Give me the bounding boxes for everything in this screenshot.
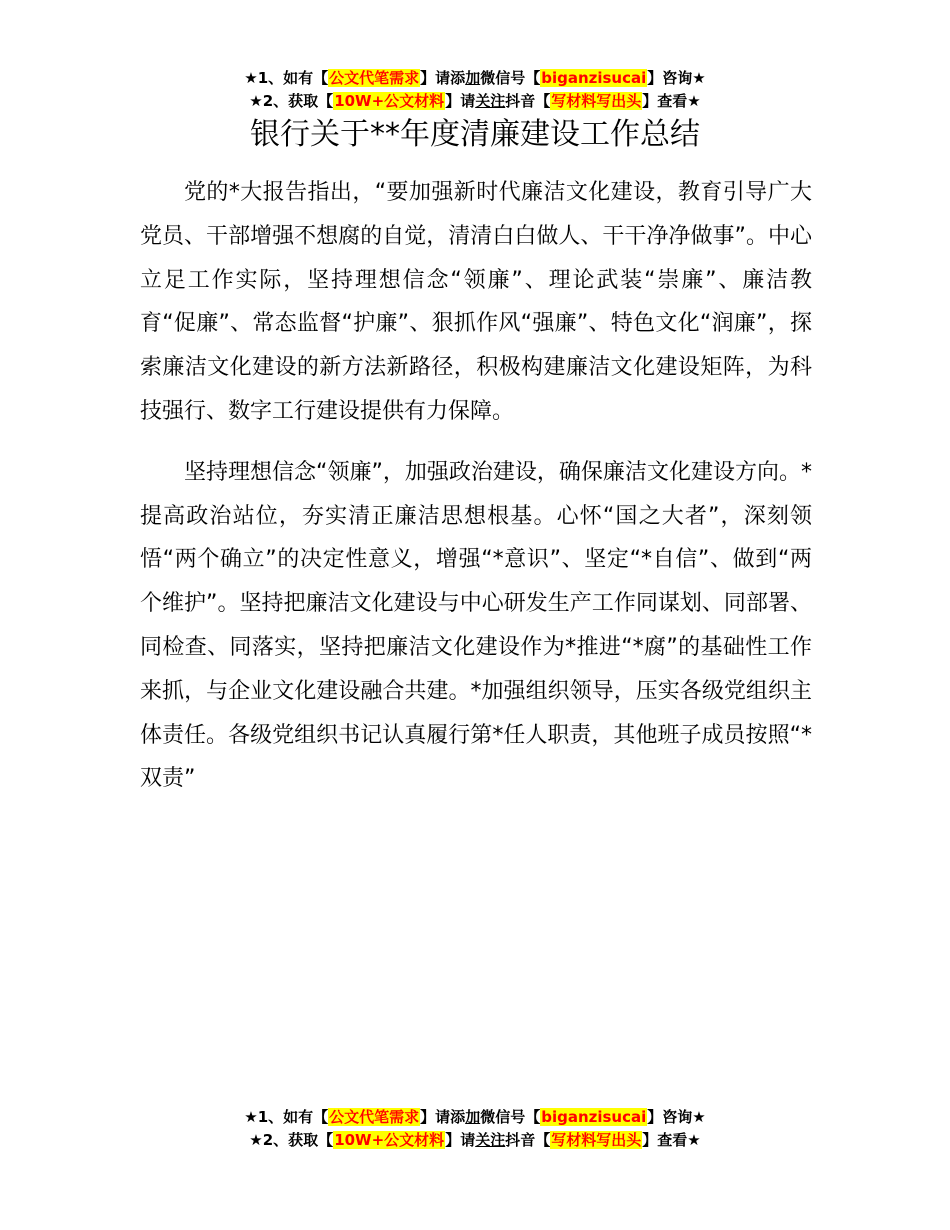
banner-text: ★2、获取【: [249, 92, 334, 110]
banner-highlight: 公文代笔需求: [329, 1108, 420, 1126]
banner-text: 】咨询★: [647, 1108, 706, 1126]
banner-highlight: 写材料写出头: [551, 1131, 642, 1149]
banner-text: 微信号【: [480, 1108, 541, 1126]
footer-banner: [0, 1106, 950, 1152]
banner-highlight: biganzisucai: [541, 1108, 647, 1126]
banner-underlined-text: 加: [465, 1108, 481, 1126]
banner-text: 微信号【: [480, 69, 541, 87]
banner-line-1: [0, 67, 950, 90]
banner-line-2: [0, 1129, 950, 1152]
banner-underlined-text: 加: [465, 69, 481, 87]
banner-text: 】请: [445, 1131, 476, 1149]
document-title: 银行关于**年度清廉建设工作总结: [250, 117, 700, 152]
banner-text: 】查看★: [642, 1131, 701, 1149]
banner-line-2: [0, 90, 950, 113]
banner-highlight: 10W+公文材料: [334, 92, 445, 110]
banner-text: 】查看★: [642, 92, 701, 110]
banner-line-1: [0, 1106, 950, 1129]
body-paragraph-1: 党的*大报告指出，“要加强新时代廉洁文化建设，教育引导广大党员、干部增强不想腐的自觉，清清白白做人、干干净净做事”。中心立足工作实际，坚持理想信念“领廉”、理论武装“崇廉”、廉洁教育“促廉”、常态监督“护廉”、狠抓作风“强廉”、特色文化“润廉”，探索廉洁文化建设的新方法新路径，积极构建廉洁文化建设矩阵，为科技强行、数字工行建设提供有力保障。: [140, 180, 812, 424]
banner-text: 抖音【: [505, 92, 551, 110]
banner-text: ★1、如有【: [244, 69, 329, 87]
document-body: [140, 171, 812, 818]
banner-highlight: 写材料写出头: [551, 92, 642, 110]
banner-text: 】请添: [420, 1108, 466, 1126]
header-banner: [0, 67, 950, 113]
banner-text: 抖音【: [505, 1131, 551, 1149]
banner-highlight: 10W+公文材料: [334, 1131, 445, 1149]
banner-underlined-text: 关注: [475, 92, 506, 110]
body-paragraph-2: 坚持理想信念“领廉”，加强政治建设，确保廉洁文化建设方向。*提高政治站位，夯实清正廉洁思想根基。心怀“国之大者”，深刻领悟“两个确立”的决定性意义，增强“*意识”、坚定“*自信”、做到“两个维护”。坚持把廉洁文化建设与中心研发生产工作同谋划、同部署、同检查、同落实，坚持把廉洁文化建设作为*推进“*腐”的基础性工作来抓，与企业文化建设融合共建。*加强组织领导，压实各级党组织主体责任。各级党组织书记认真履行第*任人职责，其他班子成员按照“*双责”: [140, 459, 812, 792]
banner-text: 】请添: [420, 69, 466, 87]
banner-text: ★1、如有【: [244, 1108, 329, 1126]
banner-text: ★2、获取【: [249, 1131, 334, 1149]
banner-highlight: 公文代笔需求: [329, 69, 420, 87]
banner-text: 】请: [445, 92, 476, 110]
banner-highlight: biganzisucai: [541, 69, 647, 87]
banner-text: 】咨询★: [647, 69, 706, 87]
banner-underlined-text: 关注: [475, 1131, 506, 1149]
